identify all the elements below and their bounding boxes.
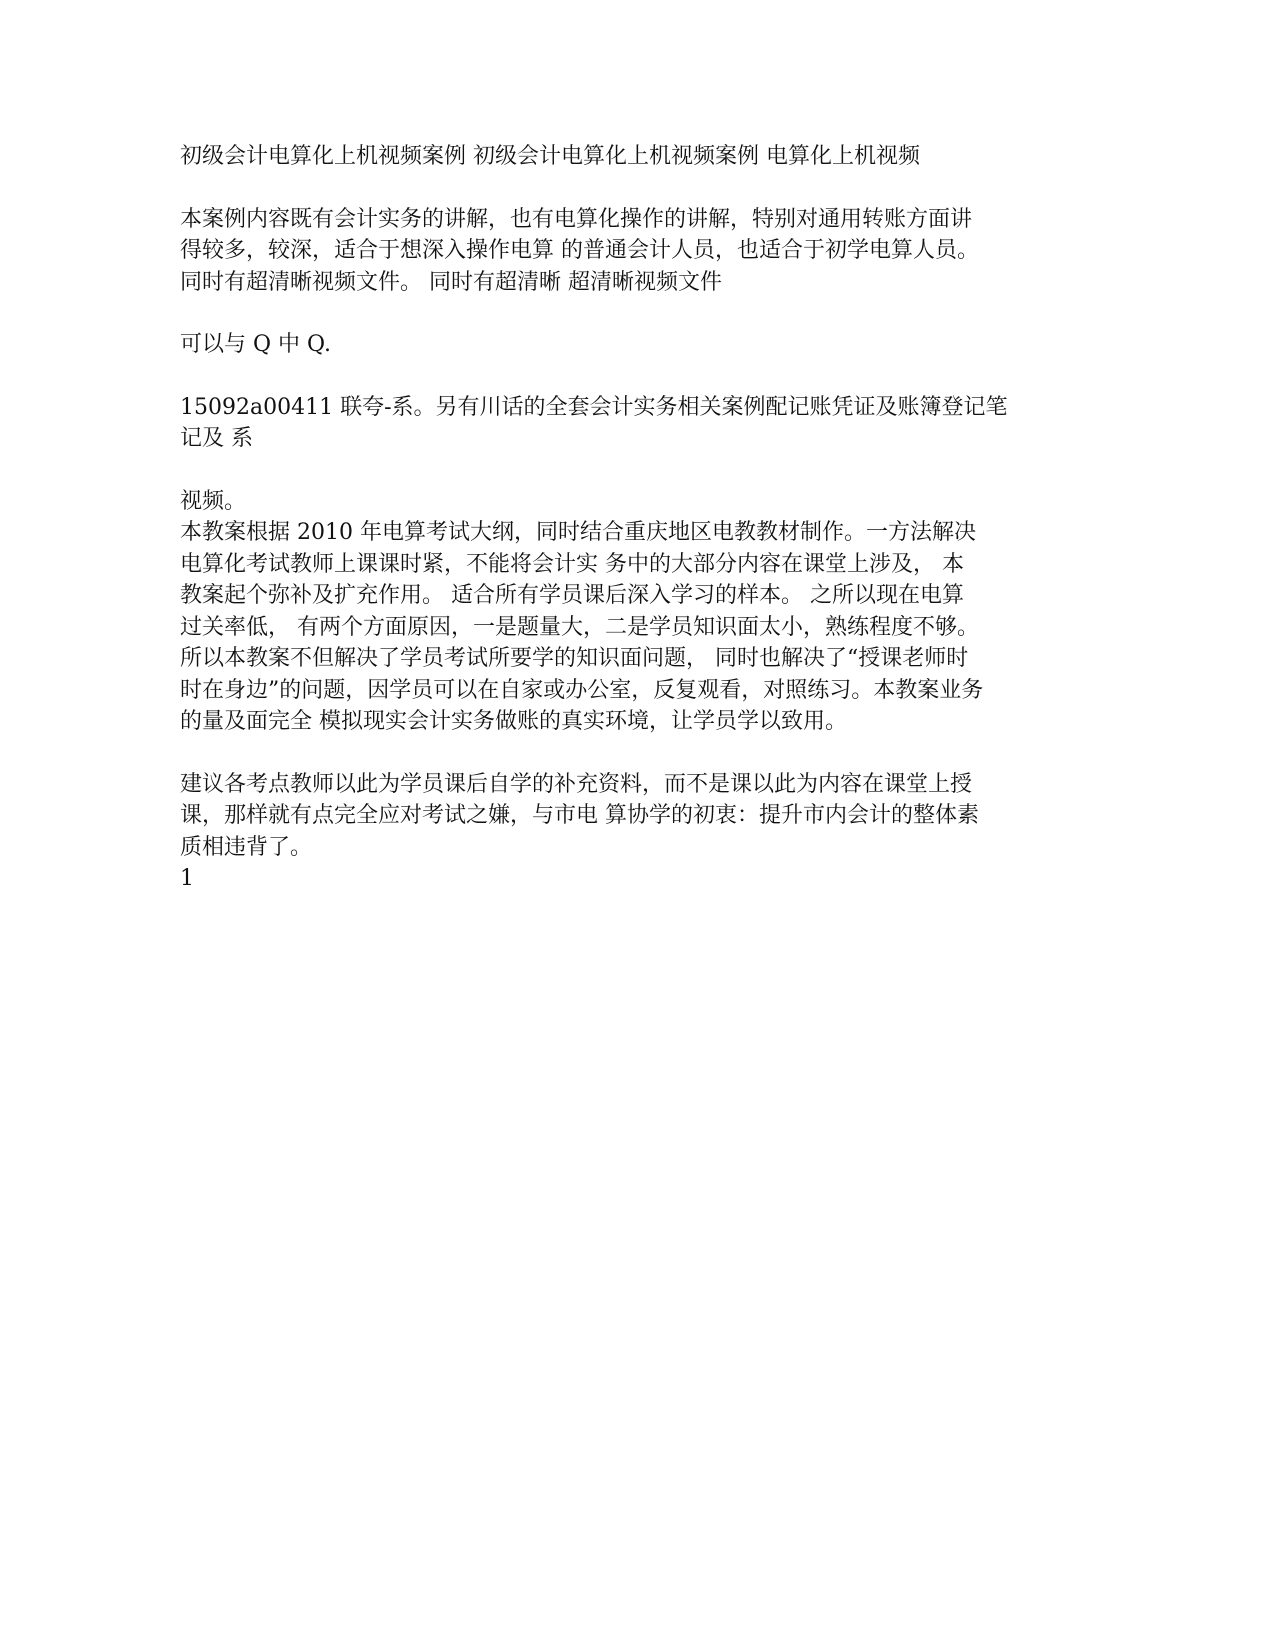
paragraph-contact-detail: [180, 392, 1042, 455]
spacer: [180, 298, 1042, 329]
paragraph-line: 电算化考试教师上课课时紧，不能将会计实 务中的大部分内容在课堂上涉及， 本: [180, 551, 964, 577]
document-page: [180, 141, 1042, 895]
paragraph-line: 所以本教案不但解决了学员考试所要学的知识面问题， 同时也解决了“授课老师时: [180, 646, 969, 671]
paragraph-line: 本教案根据 2010 年电算考试大纲，同时结合重庆地区电教教材制作。一方法解决: [180, 520, 976, 545]
paragraph-line: 的量及面完全 模拟现实会计实务做账的真实环境，让学员学以致用。: [180, 709, 847, 734]
paragraph-intro: [180, 204, 1042, 299]
paragraph-line: 时在身边”的问题，因学员可以在自家或办公室，反复观看，对照练习。本教案业务: [180, 677, 984, 703]
paragraph-line: 课，那样就有点完全应对考试之嫌，与市电 算协学的初衷：提升市内会计的整体素: [180, 803, 979, 828]
paragraph-contact: 可以与 Q 中 Q.: [180, 332, 331, 357]
page-number: 1: [180, 866, 194, 891]
paragraph-course-description: [180, 486, 1042, 738]
paragraph-line: 15092a00411 联夸-系。另有川话的全套会计实务相关案例配记账凭证及账簿登记笔: [180, 394, 1008, 420]
paragraph-line: 质相违背了。: [180, 834, 313, 860]
paragraph-line: 本案例内容既有会计实务的讲解，也有电算化操作的讲解，特别对通用转账方面讲: [180, 206, 973, 232]
spacer: [180, 455, 1042, 486]
paragraph-line: 视频。: [180, 488, 247, 514]
paragraph-line: 建议各考点教师以此为学员课后自学的补充资料，而不是课以此为内容在课堂上授: [180, 771, 973, 797]
paragraph-line: 同时有超清晰视频文件。 同时有超清晰 超清晰视频文件: [180, 269, 722, 295]
spacer: [180, 738, 1042, 769]
document-title: 初级会计电算化上机视频案例 初级会计电算化上机视频案例 电算化上机视频: [180, 144, 920, 169]
paragraph-line: 得较多，较深，适合于想深入操作电算 的普通会计人员，也适合于初学电算人员。: [180, 238, 979, 263]
paragraph-line: 教案起个弥补及扩充作用。 适合所有学员课后深入学习的样本。 之所以现在电算: [180, 583, 964, 608]
spacer: [180, 361, 1042, 392]
paragraph-line: 过关率低， 有两个方面原因，一是题量大，二是学员知识面太小，熟练程度不够。: [180, 614, 979, 640]
spacer: [180, 173, 1042, 204]
paragraph-recommendation: [180, 769, 1042, 864]
paragraph-line: 记及 系: [180, 426, 253, 451]
